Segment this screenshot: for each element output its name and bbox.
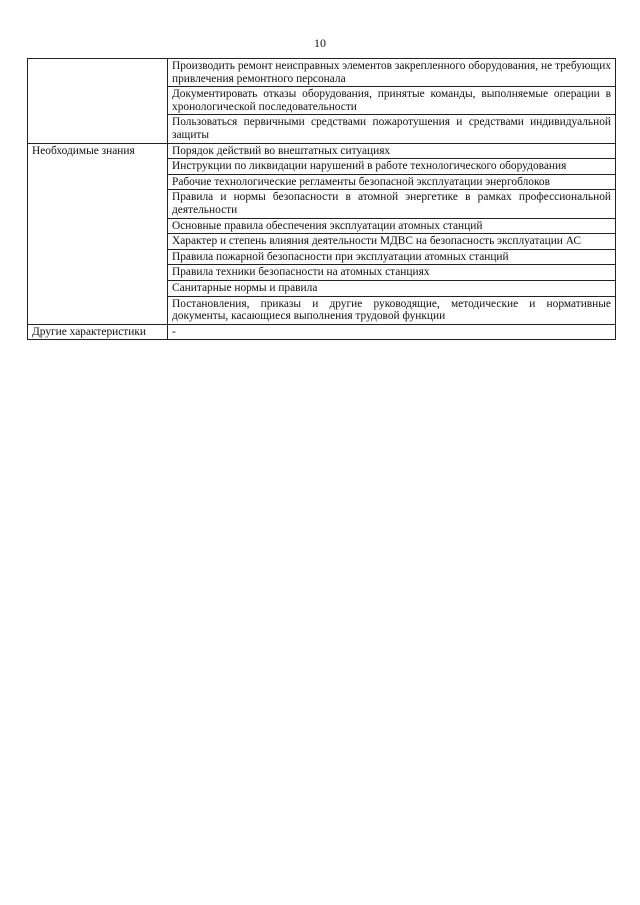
other-characteristics-label: Другие характеристики <box>28 324 168 340</box>
table-row <box>28 59 616 87</box>
knowledge-cell: Постановления, приказы и другие руководящие, методические и нормативные документы, касающиеся выполнения трудовой функции <box>168 296 616 324</box>
action-cell: Производить ремонт неисправных элементов закрепленного оборудования, не требующих привлечения ремонтного персонала <box>168 59 616 87</box>
knowledge-cell: Основные правила обеспечения эксплуатации атомных станций <box>168 218 616 234</box>
action-cell: Пользоваться первичными средствами пожаротушения и средствами индивидуальной защиты <box>168 115 616 143</box>
knowledge-cell: Характер и степень влияния деятельности МДВС на безопасность эксплуатации АС <box>168 234 616 250</box>
table-row <box>28 143 616 159</box>
knowledge-cell: Рабочие технологические регламенты безопасной эксплуатации энергоблоков <box>168 174 616 190</box>
knowledge-cell: Инструкции по ликвидации нарушений в работе технологического оборудования <box>168 159 616 175</box>
knowledge-cell: Правила пожарной безопасности при эксплуатации атомных станций <box>168 249 616 265</box>
knowledge-cell: Правила техники безопасности на атомных станциях <box>168 265 616 281</box>
empty-label-cell <box>28 59 168 144</box>
knowledge-cell: Санитарные нормы и правила <box>168 280 616 296</box>
action-cell: Документировать отказы оборудования, принятые команды, выполняемые операции в хронологической последовательности <box>168 87 616 115</box>
knowledge-label: Необходимые знания <box>28 143 168 324</box>
other-characteristics-value: - <box>168 324 616 340</box>
competency-table <box>27 58 616 340</box>
knowledge-cell: Порядок действий во внештатных ситуациях <box>168 143 616 159</box>
table-row <box>28 324 616 340</box>
knowledge-cell: Правила и нормы безопасности в атомной энергетике в рамках профессиональной деятельности <box>168 190 616 218</box>
page-number: 10 <box>314 36 326 50</box>
